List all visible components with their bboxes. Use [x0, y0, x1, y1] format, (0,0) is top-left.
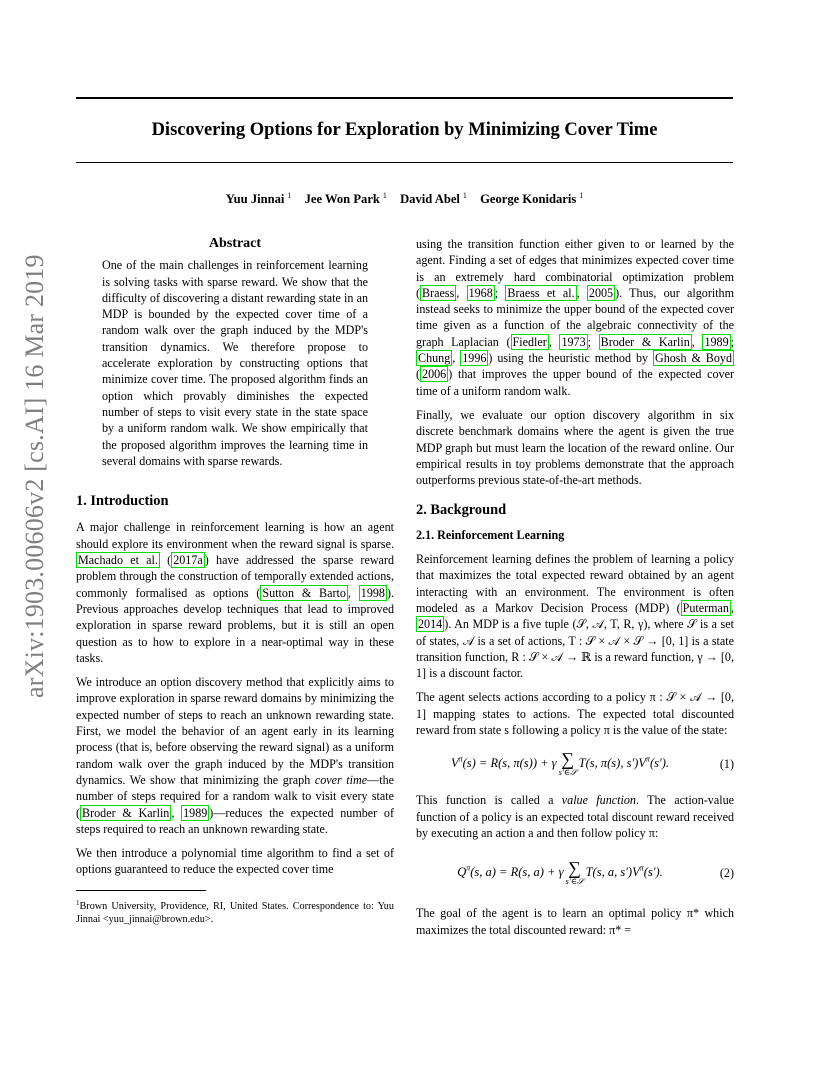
citation-link[interactable]: Fiedler — [512, 334, 547, 349]
affiliation-mark: 1 — [579, 191, 584, 200]
citation-link[interactable]: Broder & Karlin — [82, 805, 170, 820]
summation-symbol: ∑ s′∈𝒮 — [558, 749, 577, 778]
equation-number: (1) — [719, 757, 734, 772]
subsection-heading-rl: 2.1. Reinforcement Learning — [416, 527, 565, 542]
equation-2 — [416, 855, 734, 891]
citation-link[interactable]: Sutton & Barto — [262, 585, 346, 600]
equation-number: (2) — [719, 866, 734, 881]
citation-link[interactable]: 2014 — [418, 617, 443, 632]
citation-link[interactable]: 2005 — [588, 285, 614, 300]
citation-link[interactable]: 1989 — [183, 805, 208, 820]
citation-link[interactable]: Braess et al. — [507, 285, 575, 300]
author-name: Yuu Jinnai — [225, 192, 285, 206]
author-name: Jee Won Park — [304, 192, 380, 206]
citation-link[interactable]: 1989 — [704, 334, 729, 349]
citation-link[interactable]: Ghosh & Boyd — [654, 351, 733, 366]
author — [400, 191, 467, 207]
affiliation-mark: 1 — [287, 191, 292, 200]
intro-paragraph-5: Finally, we evaluate our option discovery algorithm in six discrete benchmark domains where the agent is given the true MDP graph but must learn the location of the reward online. Our empirical results in toy problems demonstrate that the approach outperforms previous state-of-the-art methods. — [416, 407, 734, 488]
citation-link[interactable]: Braess — [422, 285, 455, 300]
abstract-text: One of the main challenges in reinforcement learning is solving tasks with sparse reward. We show that the difficulty of discovering a distant rewarding state in an MDP is bounded by the expected cover time of a random walk over the graph induced by the MDP's transition dynamics. We therefore propose to accelerate exploration by constructing options that minimize cover time. The proposed algorithm finds an option which provably diminishes the expected number of steps to visit every state in the state space by a uniform random walk. We show empirically that the proposed algorithm improves the learning time in several domains with sparse rewards. — [102, 258, 368, 468]
affiliation-mark: 1 — [382, 191, 387, 200]
footnote-rule — [76, 890, 206, 891]
background-paragraph-4: The goal of the agent is to learn an optimal policy π* which maximizes the total discounted reward: π* = — [416, 906, 734, 937]
citation-link[interactable]: 2006 — [422, 367, 447, 382]
intro-paragraph-1: A major challenge in reinforcement learning is how an agent should explore its environment when the reward signal is sparse. Machado et al. ( 2017a ) have addressed the sparse reward problem through the construction of temporally extended actions, commonly formalised as options ( Sutton & Barto , 1998 ). Previous approaches develop techniques that lead to improved exploration in sparse reward problems, but it is still an open question as to how to explore in a near-optimal way in these tasks. — [76, 520, 395, 665]
abstract-heading: Abstract — [208, 236, 262, 251]
intro-paragraph-3: We then introduce a polynomial time algorithm to find a set of options guaranteed to reduce the expected cover time — [76, 846, 394, 877]
right-column — [416, 236, 734, 938]
affiliation-footnote: $^1$Brown University, Providence, RI, United States. Correspondence to: Yuu Jinnai <yuu_jinnai@brown.edu>. — [76, 898, 394, 925]
background-paragraph-2: The agent selects actions according to a policy π : 𝒮 × 𝒜 → [0, 1] mapping states to actions. The expected total discounted reward from state s following a policy π is the value of the state: — [416, 690, 734, 738]
citation-link[interactable]: Broder & Karlin — [600, 334, 690, 349]
affiliation-mark: 1 — [462, 191, 467, 200]
equation-body: $V^\pi(s) = R(s$, π(s)) + γ ∑ s′∈𝒮 T(s, π(s), $s')V^\pi(s')$. — [450, 749, 670, 778]
title-rule-top — [76, 97, 733, 99]
citation-link[interactable]: 1973 — [561, 334, 586, 349]
author — [480, 191, 583, 207]
equation-1 — [416, 746, 734, 782]
section-heading-introduction: 1. Introduction — [76, 493, 169, 510]
equation-body: $Q^\pi(s$, a) = R(s, a) + γ ∑ s′∈𝒮 T(s, a, $s')V^\pi(s')$. — [457, 858, 663, 887]
left-column — [76, 236, 394, 926]
citation-link[interactable]: Puterman — [682, 600, 729, 615]
background-paragraph-3: This function is called a value function. The action-value function of a policy is an expected total discount reward received by executing an action a and then follow policy π: — [416, 793, 734, 840]
citation-link[interactable]: Machado et al. — [78, 553, 158, 568]
intro-paragraph-2: We introduce an option discovery method that explicitly aims to improve exploration in sparse reward domains by minimizing the expected number of steps to reach an unknown rewarding state. First, we model the behavior of an agent early in its learning process (that is, before observing the reward signal) as a uniform random walk over the graph induced by the MDP's transition dynamics. We show that minimizing the graph cover time—the number of steps required for a random walk to visit every state ( Broder & Karlin , 1989 )—reduces the expected number of steps required to reach an unknown rewarding state. — [76, 675, 395, 836]
citation-link[interactable]: 1998 — [360, 585, 385, 600]
citation-link[interactable]: 2017a — [173, 553, 203, 568]
abstract — [76, 257, 394, 469]
paper-title: Discovering Options for Exploration by Minimizing Cover Time — [151, 120, 658, 140]
arxiv-stamp: arXiv:1903.00606v2 [cs.AI] 16 Mar 2019 — [20, 254, 49, 698]
author-list — [76, 191, 733, 207]
title-rule-bottom — [76, 162, 733, 163]
citation-link[interactable]: 1996 — [462, 351, 487, 366]
citation-link[interactable]: 1968 — [468, 285, 493, 300]
author — [305, 191, 387, 207]
author-name: George Konidaris — [480, 192, 577, 206]
author-name: David Abel — [400, 192, 460, 206]
intro-paragraph-4: using the transition function either given to or learned by the agent. Finding a set of edges that minimizes expected cover time is an extremely hard combinatorial optimization problem ( Braess , 1968 ; Braess et al. , 2005 ). Thus, our algorithm instead seeks to minimize the upper bound of the expected cover time given as a function of the algebraic connectivity of the graph Laplacian ( Fiedler , 1973 ; Broder & Karlin , 1989 ; Chung , 1996 ) using the heuristic method by Ghosh & Boyd ( 2006 ) that improves the upper bound of the expected cover time of a uniform random walk. — [416, 237, 735, 398]
summation-symbol: ∑ s′∈𝒮 — [565, 858, 584, 887]
author — [226, 191, 292, 207]
citation-link[interactable]: Chung — [418, 351, 451, 366]
section-heading-background: 2. Background — [416, 502, 507, 519]
background-paragraph-1: Reinforcement learning defines the problem of learning a policy that maximizes the total expected reward obtained by an agent interacting with an environment. The environment is often modeled as a Markov Decision Process (MDP) ( Puterman , 2014 ). An MDP is a five tuple (𝒮, 𝒜, T, R, γ), where 𝒮 is a set of states, 𝒜 is a set of actions, T : 𝒮 × 𝒜 × 𝒮 → [0, 1] is a state transition function, R : 𝒮 × 𝒜 → ℝ is a reward function, γ → [0, 1] is a discount factor. — [416, 552, 734, 681]
